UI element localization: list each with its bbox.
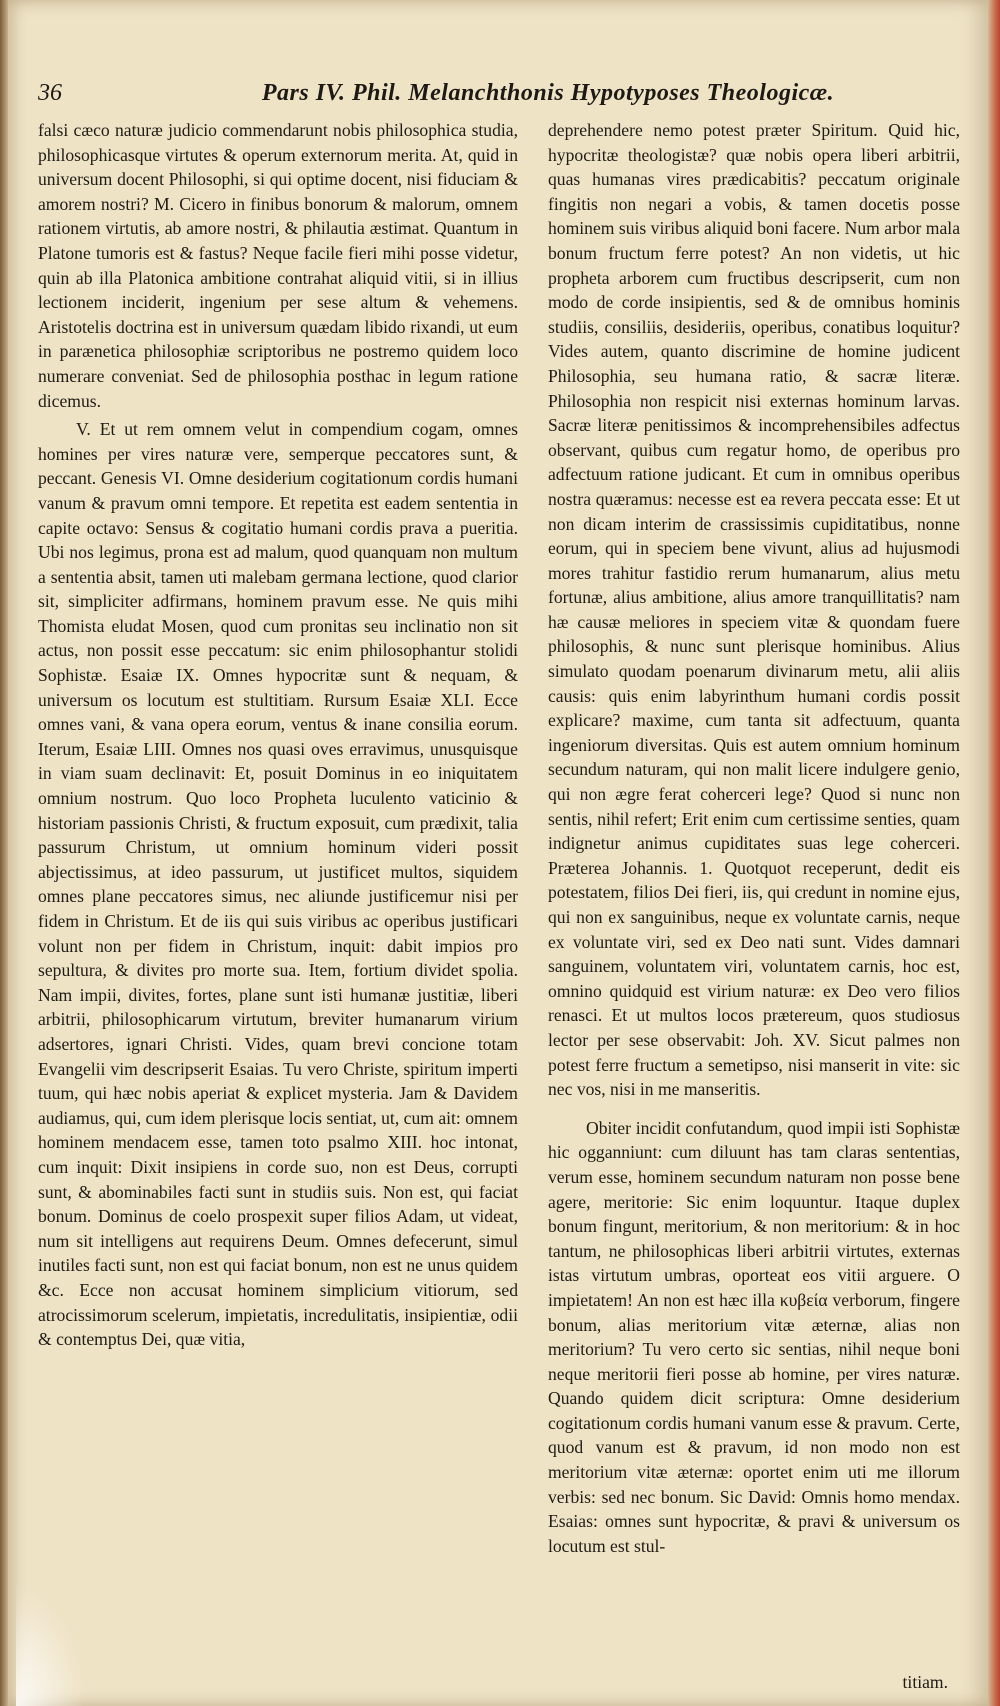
- page-header: [38, 80, 948, 110]
- page-edge-right: [988, 0, 1000, 1706]
- running-head: Pars IV. Phil. Melanchthonis Hypotyposes Theologicæ.: [261, 80, 835, 106]
- page-edge-left: [0, 0, 8, 1706]
- right-paragraph-1: deprehendere nemo potest præter Spiritum. Quid hic, hypocritæ theologistæ? quæ nobis opera liberi arbitrii, quas humanas vires prædicabitis? peccatum originale fingitis non negari a vobis, & tamen docetis posse hominem suis viribus aliquid boni facere. Num arbor mala bonum fructum ferre potest? An non videtis, ut hic propheta arborem cum fructibus descripserit, cum non modo de corde insipientis, sed & de omnibus hominis studiis, consiliis, desideriis, operibus, conatibus loquitur? Vides autem, quanto discrimine de homine judicent Philosophia, seu humana ratio, & sacræ literæ. Philosophia non respicit nisi externas hominum larvas. Sacræ literæ penitissimos & incomprehensibiles adfectus observant, quibus cum regatur homo, de operibus pro adfectuum ratione judicant. Et cum in omnibus operibus nostra quæramus: necesse est ea revera peccata esse: Et ut non dicam interim de crassissimis cupiditatibus, nonne eorum, qui in speciem bene vivunt, alius ad hujusmodi mores trahitur fastidio rerum humanarum, alius metu fortunæ, alius ambitione, alius amore tranquillitatis? nam hæ causæ meliores in speciem vitæ & quondam fuere philosophis, & nunc sunt plerisque hominibus. Alius simulato quodam poenarum divinarum metu, alii aliis causis: quis enim labyrinthum humani cordis possit explicare? maxime, cum tanta sit adfectuum, quanta ingeniorum diversitas. Quis est autem omnium hominum secundum naturam, qui non malit licere indulgere genio, qui non ægre ferat coherceri lege? Quod si nunc non sentis, nihil refert; Erit enim cum certissime senties, quam indignetur animus cupiditates suas lege coherceri. Præterea Johannis. 1. Quotquot receperunt, dedit eis potestatem, filios Dei fieri, iis, qui credunt in nomine ejus, qui non ex sanguinibus, neque ex voluntate carnis, neque ex voluntate viri, sed ex Deo nati sunt. Vides damnari sanguinem, voluntatem viri, voluntatem carnis, hoc est, omnino quidquid est virium naturæ: ex Deo vero filios renasci. Et ut multos locos prætereum, quos studiosus lector per sese observabit: Joh. XV. Sicut palmes non potest ferre fructum a semetipso, nisi manserit in vite: sic nec vos, nisi in me manseritis.: [548, 120, 960, 1100]
- paper-stain: [16, 1586, 86, 1706]
- left-paragraph-2: V. Et ut rem omnem velut in compendium cogam, omnes homines per vires naturæ vere, semperque peccatores sunt, & peccant. Genesis VI. Omne desiderium cogitationum cordis humani vanum & pravum omni tempore. Et repetita est eadem sententia in capite octavo: Sensus & cogitatio humani cordis prava a pueritia. Ubi nos legimus, prona est ad malum, quod quanquam non multum a sententia absit, tamen uti malebam germana lectione, quod clarior sit, simpliciter adfirmans, hominem pravum esse. Ne quis mihi Thomista eludat Mosen, quod cum pronitas seu inclinatio non sit actus, non possit esse peccatum: sic enim philosophantur stolidi Sophistæ. Esaiæ IX. Omnes hypocritæ sunt & nequam, & universum os locutum est stultitiam. Rursum Esaiæ XLI. Ecce omnes vani, & vana opera eorum, ventus & inane consilia eorum. Iterum, Esaiæ LIII. Omnes nos quasi oves erravimus, unusquisque in viam suam declinavit: Et, posuit Dominus in eo iniquitatem omnium nostrum. Quo loco Propheta luculento vaticinio & historiam passionis Christi, & fructum exposuit, cum prædixit, talia passurum Christum, ut omnium hominum videri possit abjectissimus, at ideo passurum, ut justificet multos, siquidem omnes plane peccatores simus, nec aliunde justificemur nisi per fidem in Christum. Et de iis qui suis viribus ac operibus justificari volunt non per fidem in Christum, inquit: dabit impios pro sepultura, & divites pro morte sua. Item, fortium dividet spolia. Nam impii, divites, fortes, plane sunt isti humanæ justitiæ, liberi arbitrii, philosophicarum virtutum, breviter humanarum virium adsertores, ignari Christi. Vides, quam brevi concione totam Evangelii vim descripserit Esaias. Tu vero Christe, spiritum imperti tuum, qui hæc nobis aperiat & explicet mysteria. Jam & Davidem audiamus, qui, cum idem plerisque locis sentiat, ut, cum ait: omnem hominem mendacem esse, tamen toto psalmo XIII. hoc intonat, cum inquit: Dixit insipiens in corde suo, non est Deus, corrupti sunt, & abominabiles facti sunt in studiis suis. Non est, qui faciat bonum. Dominus de coelo prospexit super filios Adam, ut videat, num sit intelligens aut requirens Deum. Omnes defecerunt, simul inutiles facti sunt, non est qui faciat bonum, non est ne unus quidem &c. Ecce non accusat hominem simplicium vitiorum, sed atrocissimorum scelerum, impietatis, incredulitatis, insipientiæ, odii & contemptus Dei, quæ vitia,: [38, 419, 518, 1350]
- page-number: 36: [38, 80, 62, 106]
- right-paragraph-2: Obiter incidit confutandum, quod impii isti Sophistæ hic ogganniunt: cum diluunt has tam claras sententias, verum esse, hominem secundum naturam non posse bene agere, meritorie: Sic enim loquuntur. Itaque duplex bonum fingunt, meritorium, & non meritorium: & in hoc tantum, ne philosophicas liberi arbitrii virtutes, externas istas virtutum umbras, oporteat eos vitii arguere. O impietatem! An non est hæc illa κυβεία verborum, fingere bonum, alias meritorium vitæ æternæ, alias non meritorium? Tu vero certo sic sentias, nihil neque boni neque meritorii fieri posse ab homine, per vires naturæ. Quando quidem dicit scriptura: Omne desiderium cogitationum cordis humani vanum esse & pravum. Certe, quod vanum est & pravum, id non modo non est meritorium vitæ æternæ: oportet enim uti me illorum verbis: sed nec bonum. Sic David: Omnis homo mendax. Esaias: omnes sunt hypocritæ, & pravi & universum os locutum est stul-: [548, 1117, 960, 1556]
- left-column: [38, 118, 518, 1356]
- book-page: [8, 0, 988, 1706]
- right-column: [548, 118, 960, 1562]
- catchword: titiam.: [902, 1672, 948, 1692]
- left-paragraph-1: falsi cæco naturæ judicio commendarunt nobis philosophica studia, philosophicasque virtutes & operum externorum merita. At, quid in universum docent Philosophi, si qui optime docent, nisi fiduciam & amorem nostri? M. Cicero in finibus bonorum & malorum, omnem rationem virtutis, ab amore nostri, & philautia æstimat. Quantum in Platone tumoris est & fastus? Neque facile fieri mihi posse videtur, quin ab illa Platonica ambitione contrahat aliquid vitii, si in illius lectionem inciderit, ingenium per sese altum & vehemens. Aristotelis doctrina est in universum quædam libido rixandi, ut eum in parænetica philosophiæ scriptoribus ne postremo quidem loco numerare conveniat. Sed de philosophia posthac in legum ratione dicemus.: [38, 120, 518, 411]
